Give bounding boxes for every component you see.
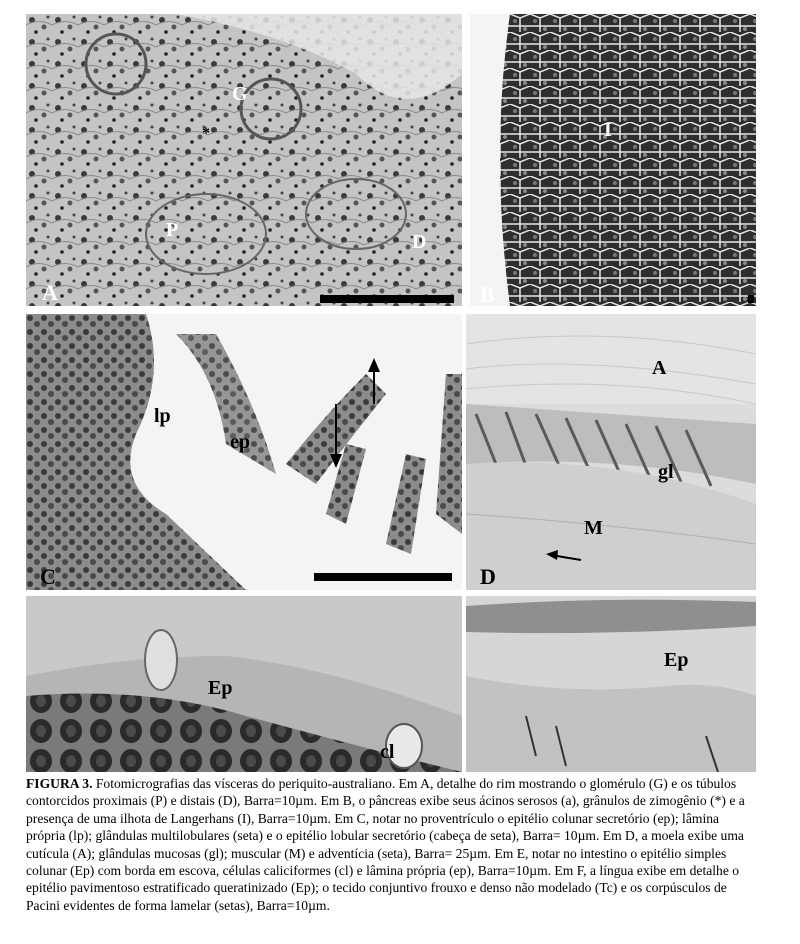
intestine-tissue-image xyxy=(26,596,462,772)
label-goblet-cell-cl: cl xyxy=(380,741,395,763)
panel-a-scale-bar xyxy=(320,295,454,303)
caption-text: Fotomicrografias das vísceras do periquito-australiano. Em A, detalhe do rim mostrando o glomérulo (G) e os túbulos contorcidos proximais (P) e distais (D), Barra=10µm. Em B, o pâncreas exibe seus ácinos serosos (a), grânulos de zimogênio (*) e a presença de uma ilhota de Langerhans (I), Barra=10µm. Em C, notar no proventrículo o epitélio colunar secretório (ep); lâmina própria (lp); glândulas multilobulares (seta) e o epitélio lobular secretório (cabeça de seta), Barra= 10µm. Em D, a moela exibe uma cutícula (A); glândulas mucosas (gl); muscular (M) e adventícia (seta), Barra= 25µm. Em E, notar no intestino o epitélio simples colunar (Ep) com borda em escova, células caliciformes (cl) e lâmina própria (ep), Barra=10µm. Em F, a língua exibe em detalhe o epitélio pavimentoso estratificado queratinizado (Ep); o tecido conjuntivo frouxo e denso não modelado (Tc) e os corpúsculos de Pacini evidentes de forma lamelar (setas), Barra=10µm. xyxy=(26,776,745,913)
panel-d-gizzard-micrograph xyxy=(466,314,756,590)
label-epithelium-ep: Ep xyxy=(664,649,689,671)
figure-3 xyxy=(26,14,756,772)
panel-c-proventriculus-micrograph xyxy=(26,314,462,590)
panel-e-intestine-micrograph xyxy=(26,596,462,772)
pancreas-tissue-image xyxy=(470,14,756,306)
label-glomerulus-g: G xyxy=(232,83,248,105)
caption-label: FIGURA 3. xyxy=(26,776,93,791)
label-islet-i: I xyxy=(604,119,612,141)
panel-b-pancreas-micrograph xyxy=(470,14,756,306)
label-star: * xyxy=(202,125,210,142)
gizzard-tissue-image xyxy=(466,314,756,590)
panel-f-tongue-micrograph xyxy=(466,596,756,772)
kidney-tissue-image xyxy=(26,14,462,306)
tongue-tissue-image xyxy=(466,596,756,772)
figure-caption xyxy=(26,775,758,914)
panel-a-kidney-micrograph xyxy=(26,14,462,306)
panel-c-letter: C xyxy=(40,564,56,589)
panel-a-letter: A xyxy=(42,280,58,305)
label-proximal-p: P xyxy=(166,219,179,241)
label-epithelium-ep: ep xyxy=(230,431,250,453)
label-epithelium-ep: Ep xyxy=(208,677,233,699)
label-distal-d: D xyxy=(412,231,427,253)
label-glands-gl: gl xyxy=(658,461,674,483)
panel-b-letter: B xyxy=(480,282,495,306)
label-lamina-propria-lp: lp xyxy=(154,405,171,427)
panel-c-scale-bar xyxy=(314,573,452,581)
panel-b-scale-bar xyxy=(748,295,754,303)
panel-d-letter: D xyxy=(480,564,496,589)
label-muscular-m: M xyxy=(584,517,603,539)
label-cuticle-a: A xyxy=(652,357,667,379)
